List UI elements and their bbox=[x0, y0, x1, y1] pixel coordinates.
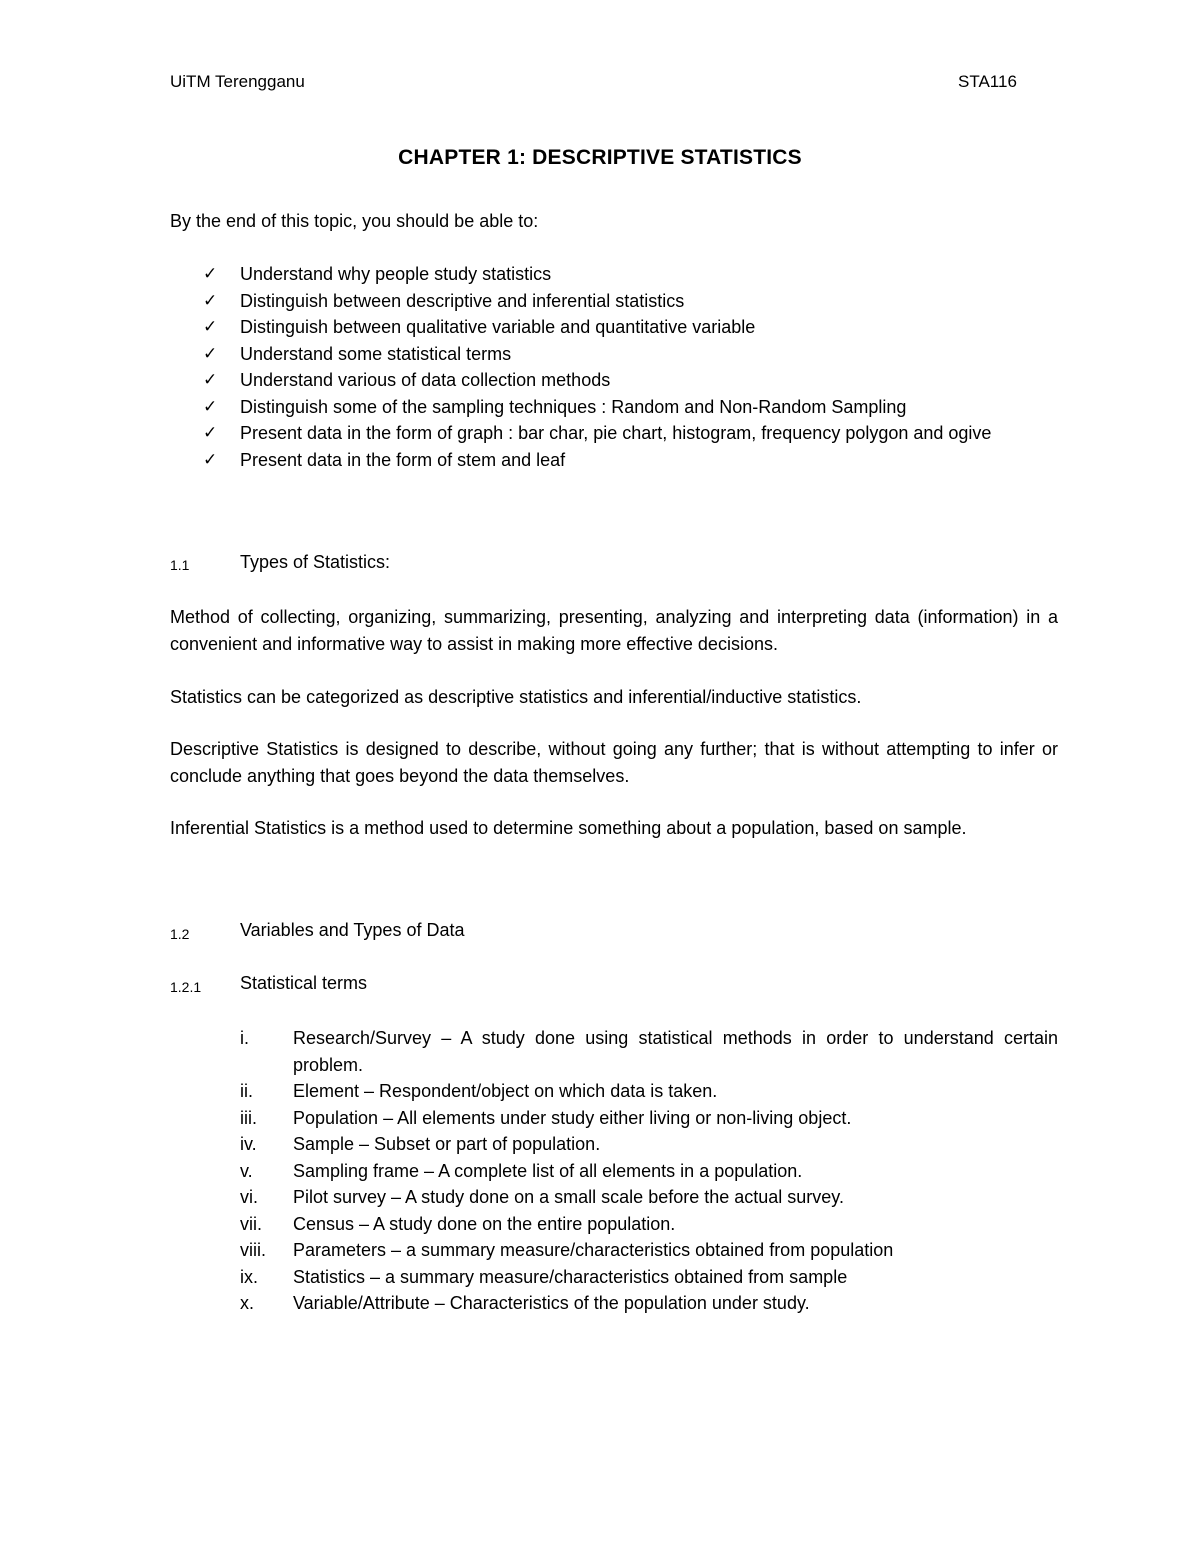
term-text: Statistics – a summary measure/characteristics obtained from sample bbox=[293, 1266, 848, 1287]
term-text: Variable/Attribute – Characteristics of the population under study. bbox=[293, 1293, 810, 1313]
statistical-terms-list bbox=[240, 1025, 1058, 1317]
term-text: Element – Respondent/object on which data is taken. bbox=[293, 1081, 718, 1101]
objective-text: Present data in the form of stem and leaf bbox=[240, 449, 566, 470]
term-item bbox=[240, 1078, 1058, 1105]
objective-text: Understand various of data collection methods bbox=[240, 370, 611, 390]
term-item bbox=[240, 1264, 1058, 1291]
checkmark-icon: ✓ bbox=[203, 317, 218, 337]
objective-item bbox=[203, 447, 1065, 474]
objective-text: Distinguish between descriptive and inferential statistics bbox=[240, 290, 685, 311]
objective-item bbox=[203, 394, 1065, 421]
term-number: x. bbox=[240, 1293, 255, 1313]
section-number-1-2-1: 1.2.1 bbox=[170, 979, 202, 995]
paragraph-definition: Method of collecting, organizing, summarizing, presenting, analyzing and interpreting data (information) in a convenient and informative way to assist in making more effective decisions. bbox=[170, 607, 1058, 654]
header-institution: UiTM Terengganu bbox=[170, 72, 305, 91]
term-number: iv. bbox=[240, 1134, 257, 1154]
paragraph-inferential: Inferential Statistics is a method used to determine something about a population, based on sample. bbox=[170, 818, 967, 838]
objective-text: Distinguish between qualitative variable and quantitative variable bbox=[240, 317, 756, 337]
term-number: iii. bbox=[240, 1107, 257, 1128]
section-title-1-1: Types of Statistics: bbox=[240, 552, 391, 572]
objective-item bbox=[203, 367, 1065, 394]
objective-item bbox=[203, 261, 1065, 288]
objectives-intro: By the end of this topic, you should be able to: bbox=[170, 211, 539, 231]
objective-text: Distinguish some of the sampling techniques : Random and Non-Random Sampling bbox=[240, 396, 907, 417]
term-item bbox=[240, 1025, 1058, 1078]
section-number-1-1: 1.1 bbox=[170, 557, 190, 573]
objectives-list bbox=[203, 261, 1065, 473]
objective-item bbox=[203, 420, 1065, 447]
term-text: Population – All elements under study either living or non-living object. bbox=[293, 1107, 852, 1128]
paragraph-descriptive: Descriptive Statistics is designed to describe, without going any further; that is without attempting to infer or conclude anything that goes beyond the data themselves. bbox=[170, 739, 1058, 786]
term-item bbox=[240, 1290, 1058, 1317]
term-item bbox=[240, 1184, 1058, 1211]
checkmark-icon: ✓ bbox=[203, 396, 218, 417]
term-number: vii. bbox=[240, 1213, 262, 1234]
checkmark-icon: ✓ bbox=[203, 370, 218, 390]
term-text: Research/Survey – A study done using statistical methods in order to understand certain problem. bbox=[293, 1028, 1058, 1075]
term-item bbox=[240, 1211, 1058, 1238]
section-title-1-2: Variables and Types of Data bbox=[240, 920, 465, 940]
objective-text: Understand why people study statistics bbox=[240, 264, 552, 284]
paragraph-categories: Statistics can be categorized as descriptive statistics and inferential/inductive statistics. bbox=[170, 687, 862, 707]
term-text: Sampling frame – A complete list of all elements in a population. bbox=[293, 1160, 803, 1181]
objective-text: Understand some statistical terms bbox=[240, 343, 512, 364]
term-number: ix. bbox=[240, 1266, 258, 1287]
term-item bbox=[240, 1237, 1058, 1264]
term-number: i. bbox=[240, 1028, 249, 1048]
term-item bbox=[240, 1105, 1058, 1132]
checkmark-icon: ✓ bbox=[203, 449, 218, 470]
term-item bbox=[240, 1131, 1058, 1158]
term-text: Pilot survey – A study done on a small scale before the actual survey. bbox=[293, 1187, 844, 1207]
term-item bbox=[240, 1158, 1058, 1185]
term-text: Census – A study done on the entire population. bbox=[293, 1213, 676, 1234]
term-number: viii. bbox=[240, 1240, 266, 1260]
checkmark-icon: ✓ bbox=[203, 264, 218, 284]
objective-item bbox=[203, 341, 1065, 368]
term-number: v. bbox=[240, 1160, 253, 1181]
term-number: vi. bbox=[240, 1187, 258, 1207]
chapter-title: CHAPTER 1: DESCRIPTIVE STATISTICS bbox=[398, 146, 802, 169]
term-text: Parameters – a summary measure/characteristics obtained from population bbox=[293, 1240, 894, 1260]
section-number-1-2: 1.2 bbox=[170, 926, 190, 942]
header-course-code: STA116 bbox=[958, 72, 1017, 91]
checkmark-icon: ✓ bbox=[203, 343, 218, 364]
term-number: ii. bbox=[240, 1081, 253, 1101]
section-title-1-2-1: Statistical terms bbox=[240, 973, 368, 993]
checkmark-icon: ✓ bbox=[203, 423, 218, 443]
objective-text: Present data in the form of graph : bar char, pie chart, histogram, frequency polygon and ogive bbox=[240, 423, 992, 443]
term-text: Sample – Subset or part of population. bbox=[293, 1134, 601, 1154]
objective-item bbox=[203, 288, 1065, 315]
objective-item bbox=[203, 314, 1065, 341]
checkmark-icon: ✓ bbox=[203, 290, 218, 311]
